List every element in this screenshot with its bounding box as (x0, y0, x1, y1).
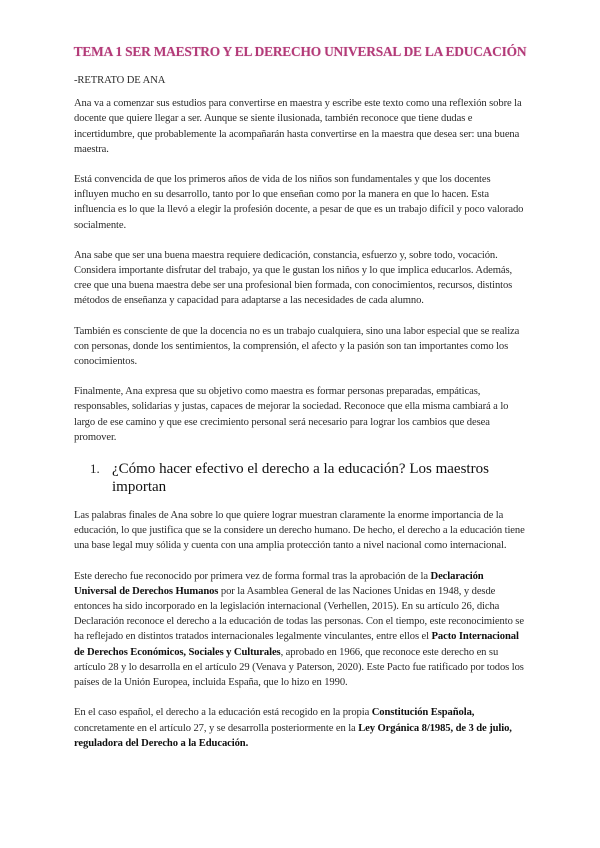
section-paragraph-3 (74, 705, 526, 751)
section-heading (74, 460, 526, 496)
section-number: 1. (90, 461, 100, 477)
text-run: Este derecho fue reconocido por primera vez de forma formal tras la aprobación de la (74, 570, 431, 582)
section-heading-text: ¿Cómo hacer efectivo el derecho a la educación? Los maestros importan (112, 461, 489, 496)
paragraph-4: También es consciente de que la docencia no es un trabajo cualquiera, sino una labor especial que se realiza con personas, donde los sentimientos, la comprensión, el afecto y la pasión son tan importantes como los conocimientos. (74, 325, 520, 368)
bold-pacto: Pacto Internacional de Derechos Económicos, Sociales y Culturales (74, 631, 519, 658)
document-body (74, 73, 526, 766)
bold-ley-organica: Ley Orgánica 8/1985, de 3 de julio, reguladora del Derecho a la Educación. (74, 722, 512, 749)
subtitle: -RETRATO DE ANA (74, 75, 166, 86)
paragraph-1: Ana va a comenzar sus estudios para convertirse en maestra y escribe este texto como una reflexión sobre la docente que quiere llegar a ser. Aunque se siente ilusionada, también reconoce que tiene dudas e incertidumbre, que probablemente la acompañarán hasta convertirse en la maestra que desea ser: una buena maestra. (74, 98, 522, 155)
paragraph-5: Finalmente, Ana expresa que su objetivo como maestra es formar personas preparadas, empáticas, responsables, solidarias y justas, capaces de mejorar la sociedad. Reconoce que ella misma cambiará a lo largo de ese camino y que ese crecimiento personal será necesario para lograr los cambios que desea promover. (74, 386, 509, 443)
bold-constitucion: Constitución Española, (371, 707, 475, 719)
paragraph-3: Ana sabe que ser una buena maestra requiere dedicación, constancia, esfuerzo y, sobre todo, vocación. Considera importante disfrutar del trabajo, ya que le gustan los niños y lo que implica educarlos. Además, cree que una buena maestra debe ser una profesional bien formada, con conocimientos, recursos, distintos métodos de enseñanza y capacidad para adaptarse a las necesidades de cada alumno. (74, 249, 513, 307)
text-run: , aprobado en 1966, que reconoce este derecho en su artículo 28 y lo desarrolla en el artículo 29 (Venava y Paterson, 2020). Este Pacto fue ratificado por todos los países de la Unión Europea, incluida España, que lo hizo en 1990. (74, 646, 524, 689)
paragraph-2: Está convencida de que los primeros años de vida de los niños son fundamentales y que los docentes influyen mucho en su desarrollo, tanto por lo que enseñan como por la manera en que lo hacen. Esta influencia es lo que la llevó a elegir la profesión docente, a pesar de que es un trabajo difícil y poco valorado socialmente. (74, 174, 524, 231)
text-run: En el caso español, el derecho a la educación está recogido en la propia (74, 707, 372, 719)
bold-declaracion: Declaración Universal de Derechos Humanos (74, 570, 484, 597)
text-run: por la Asamblea General de las Naciones Unidas en 1948, y desde entonces ha sido incorporado en la legislación internacional (Verhellen, 2015). En su artículo 26, dicha Declaración reconoce el derecho a la educación de todas las personas. Con el tiempo, este reconocimiento se ha reflejado en distintos tratados internacionales legalmente vinculantes, entre ellos el (74, 585, 524, 643)
section-paragraph-1: Las palabras finales de Ana sobre lo que quiere lograr muestran claramente la enorme importancia de la educación, lo que justifica que se la considere un derecho humano. De hecho, el derecho a la educación tiene una base legal muy sólida y cuenta con una amplia protección tanto a nivel nacional como internacional. (74, 510, 525, 552)
page-title: TEMA 1 SER MAESTRO Y EL DERECHO UNIVERSAL DE LA EDUCACIÓN (73, 44, 527, 59)
text-run: concretamente en el artículo 27, y se desarrolla posteriormente en la (74, 722, 359, 734)
section-paragraph-2 (74, 569, 526, 691)
